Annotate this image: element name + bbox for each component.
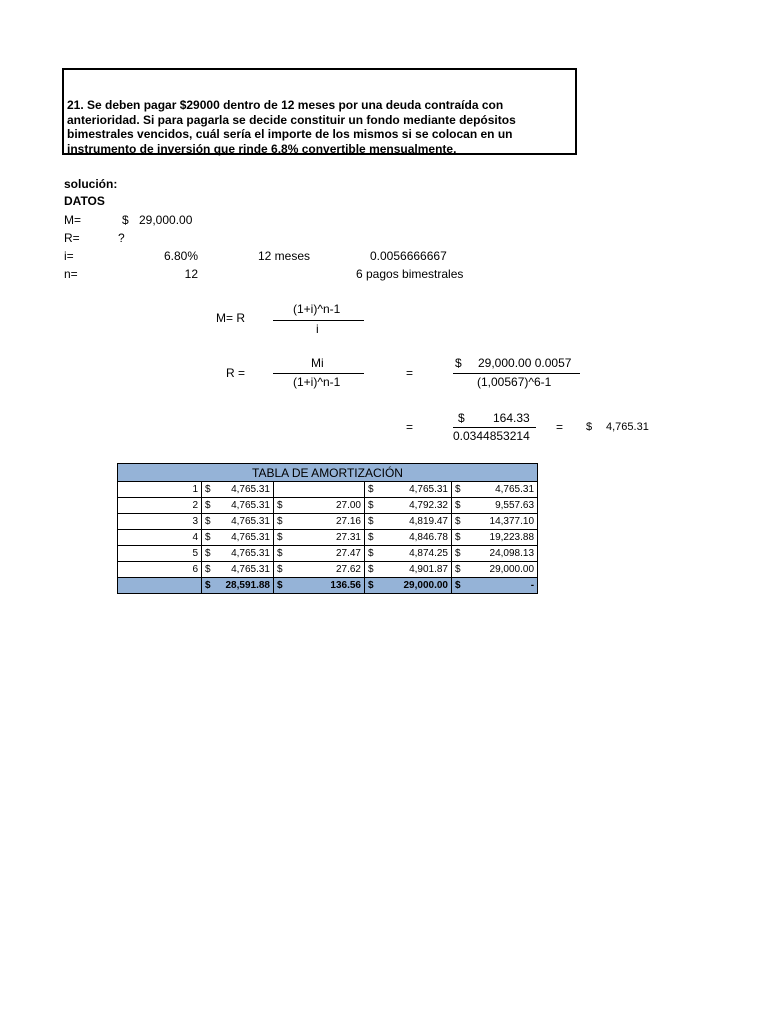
deposit: 4,765.31 — [231, 516, 270, 527]
table-row — [118, 530, 538, 546]
period-number: 2 — [118, 498, 202, 514]
formula-2-rhs-denominator: (1,00567)^6-1 — [477, 375, 552, 389]
m-currency: $ — [122, 213, 129, 227]
interest-cell — [274, 498, 365, 514]
interest-cell — [274, 530, 365, 546]
period-number: 3 — [118, 514, 202, 530]
increase: 4,819.47 — [409, 516, 448, 527]
formula-2-rhs-currency: $ — [455, 356, 462, 370]
formula-1-numerator: (1+i)^n-1 — [293, 302, 341, 316]
interest: 27.47 — [335, 548, 361, 559]
deposit-cell — [202, 530, 274, 546]
period-number: 1 — [118, 482, 202, 498]
table-row — [118, 546, 538, 562]
formula-1-lhs: M= R — [216, 311, 246, 325]
formula-3-equals: = — [406, 420, 414, 434]
interest-cell — [274, 546, 365, 562]
increase: 4,901.87 — [409, 564, 448, 575]
currency-symbol: $ — [277, 516, 283, 527]
period-number: 4 — [118, 530, 202, 546]
total-interest-cell — [274, 578, 365, 594]
total-increase-cell — [365, 578, 452, 594]
currency-symbol: $ — [455, 532, 461, 543]
currency-symbol: $ — [205, 580, 211, 591]
i-months: 12 meses — [258, 249, 311, 263]
increase: 4,765.31 — [409, 484, 448, 495]
r-label: R= — [64, 231, 80, 245]
table-title-row — [118, 464, 538, 482]
currency-symbol: $ — [277, 500, 283, 511]
deposit-cell — [202, 562, 274, 578]
currency-symbol: $ — [205, 532, 211, 543]
currency-symbol: $ — [368, 548, 374, 559]
n-payments: 6 pagos bimestrales — [356, 267, 464, 281]
i-label: i= — [64, 249, 74, 263]
formula-3-denominator: 0.0344853214 — [453, 429, 530, 443]
increase-cell — [365, 482, 452, 498]
balance: 19,223.88 — [489, 532, 535, 543]
table-row — [118, 498, 538, 514]
formula-2-numerator: Mi — [311, 356, 324, 370]
currency-symbol: $ — [205, 548, 211, 559]
currency-symbol: $ — [205, 564, 211, 575]
deposit: 4,765.31 — [231, 564, 270, 575]
balance-cell — [452, 498, 538, 514]
balance-cell — [452, 546, 538, 562]
interest: 27.16 — [335, 516, 361, 527]
currency-symbol: $ — [455, 516, 461, 527]
table-total-row — [118, 578, 538, 594]
total-label-cell — [118, 578, 202, 594]
formula-2-denominator: (1+i)^n-1 — [293, 375, 341, 389]
deposit: 4,765.31 — [231, 548, 270, 559]
formula-2-rhs-fraction-bar — [453, 373, 580, 374]
increase: 4,846.78 — [409, 532, 448, 543]
interest: 27.00 — [335, 500, 361, 511]
datos-label: DATOS — [64, 194, 105, 208]
formula-3-result-currency: $ — [586, 421, 593, 433]
increase: 4,792.32 — [409, 500, 448, 511]
total-balance-cell — [452, 578, 538, 594]
currency-symbol: $ — [368, 580, 374, 591]
deposit-cell — [202, 482, 274, 498]
currency-symbol: $ — [368, 564, 374, 575]
increase-cell — [365, 546, 452, 562]
interest: 27.62 — [335, 564, 361, 575]
increase: 4,874.25 — [409, 548, 448, 559]
i-value: 6.80% — [163, 249, 198, 263]
currency-symbol: $ — [277, 532, 283, 543]
r-value: ? — [118, 231, 125, 245]
interest-cell — [274, 562, 365, 578]
interest-cell — [274, 514, 365, 530]
i-rate: 0.0056666667 — [370, 249, 447, 263]
currency-symbol: $ — [368, 484, 374, 495]
currency-symbol: $ — [277, 580, 283, 591]
balance: 24,098.13 — [489, 548, 535, 559]
table-title: TABLA DE AMORTIZACIÓN — [118, 464, 538, 482]
increase-cell — [365, 498, 452, 514]
formula-2-fraction-bar — [273, 373, 364, 374]
m-value: 29,000.00 — [139, 213, 193, 227]
currency-symbol: $ — [455, 580, 461, 591]
currency-symbol: $ — [205, 484, 211, 495]
formula-3-equals-2: = — [556, 420, 564, 434]
balance: 4,765.31 — [495, 484, 535, 495]
balance: 9,557.63 — [495, 500, 535, 511]
total-deposit: 28,591.88 — [225, 580, 270, 591]
interest-cell — [274, 482, 365, 498]
problem-statement: 21. Se deben pagar $29000 dentro de 12 meses por una deuda contraída con anterioridad. Si para pagarla se decide constituir un fondo mediante depósitos bimestrales vencidos, cuál sería el importe de los mismos si se colocan en un instrumento de inversión que rinde 6,8% convertible mensualmente. — [62, 68, 577, 155]
table-row — [118, 562, 538, 578]
total-interest: 136.56 — [330, 580, 361, 591]
increase-cell — [365, 562, 452, 578]
currency-symbol: $ — [205, 516, 211, 527]
currency-symbol: $ — [368, 532, 374, 543]
currency-symbol: $ — [277, 548, 283, 559]
deposit-cell — [202, 514, 274, 530]
currency-symbol: $ — [277, 564, 283, 575]
m-label: M= — [64, 213, 82, 227]
currency-symbol: $ — [455, 548, 461, 559]
currency-symbol: $ — [455, 500, 461, 511]
increase-cell — [365, 530, 452, 546]
formula-3-currency: $ — [458, 411, 465, 425]
balance-cell — [452, 562, 538, 578]
increase-cell — [365, 514, 452, 530]
formula-2-equals: = — [406, 366, 414, 380]
currency-symbol: $ — [455, 484, 461, 495]
table-row — [118, 514, 538, 530]
deposit-cell — [202, 546, 274, 562]
balance: 29,000.00 — [489, 564, 535, 575]
balance-cell — [452, 514, 538, 530]
deposit: 4,765.31 — [231, 532, 270, 543]
total-balance: - — [530, 580, 535, 591]
table-body — [118, 482, 538, 578]
formula-3-fraction-bar — [453, 427, 536, 428]
balance: 14,377.10 — [489, 516, 535, 527]
currency-symbol: $ — [455, 564, 461, 575]
currency-symbol: $ — [205, 500, 211, 511]
n-label: n= — [64, 267, 78, 281]
balance-cell — [452, 482, 538, 498]
period-number: 6 — [118, 562, 202, 578]
formula-2-rhs-numerator: 29,000.00 0.0057 — [478, 356, 572, 370]
solution-heading: solución: — [64, 177, 118, 191]
total-increase: 29,000.00 — [403, 580, 448, 591]
period-number: 5 — [118, 546, 202, 562]
formula-3-numerator: 164.33 — [493, 411, 530, 425]
amortization-table — [117, 463, 538, 594]
n-value: 12 — [184, 267, 198, 281]
deposit-cell — [202, 498, 274, 514]
table-row — [118, 482, 538, 498]
interest: 27.31 — [335, 532, 361, 543]
formula-3-result: 4,765.31 — [606, 421, 649, 433]
currency-symbol: $ — [368, 500, 374, 511]
currency-symbol: $ — [368, 516, 374, 527]
total-deposit-cell — [202, 578, 274, 594]
balance-cell — [452, 530, 538, 546]
deposit: 4,765.31 — [231, 484, 270, 495]
formula-1-fraction-bar — [273, 320, 364, 321]
formula-2-lhs: R = — [226, 366, 246, 380]
formula-1-denominator: i — [316, 322, 319, 336]
deposit: 4,765.31 — [231, 500, 270, 511]
